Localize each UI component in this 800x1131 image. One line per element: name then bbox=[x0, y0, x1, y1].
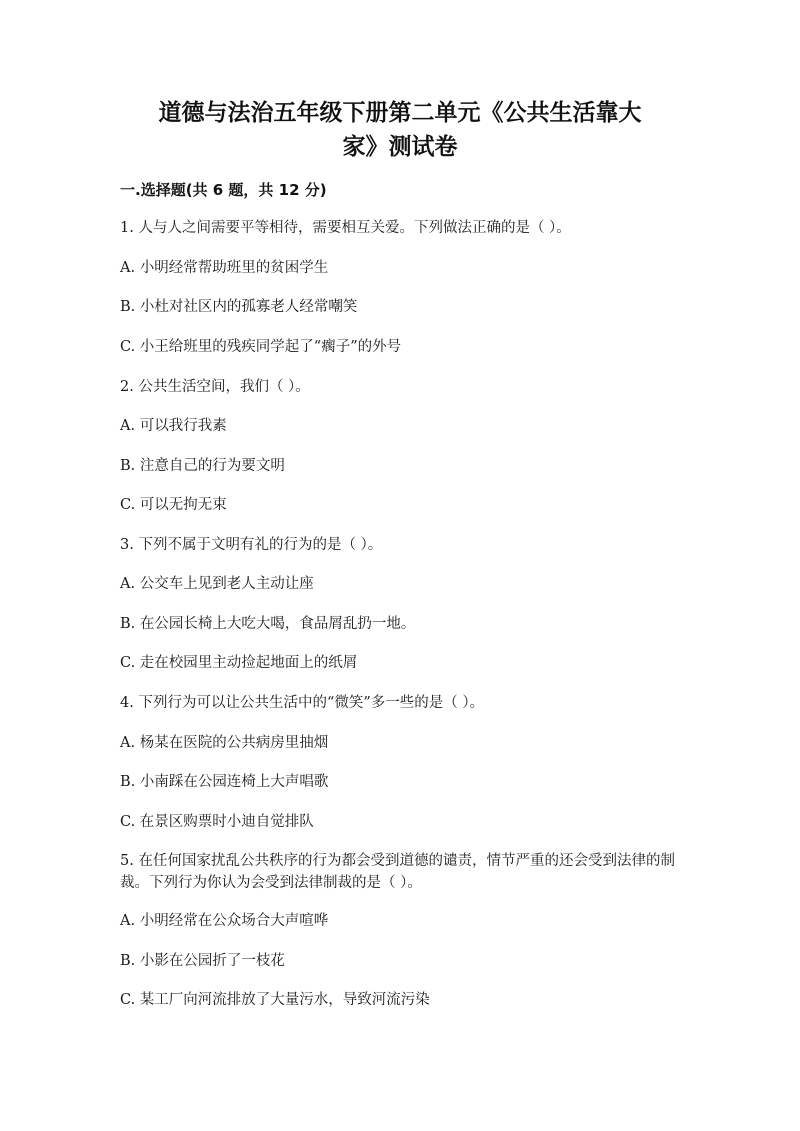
answer-option: C. 某工厂向河流排放了大量污水，导致河流污染 bbox=[120, 992, 430, 1008]
answer-option: A. 小明经常在公众场合大声喧哗 bbox=[120, 913, 329, 929]
answer-option: A. 杨某在医院的公共病房里抽烟 bbox=[120, 735, 329, 751]
answer-option: C. 小王给班里的残疾同学起了“瘸子”的外号 bbox=[120, 339, 402, 355]
answer-option: B. 注意自己的行为要文明 bbox=[120, 458, 285, 474]
answer-option: A. 小明经常帮助班里的贫困学生 bbox=[120, 260, 329, 276]
answer-option: B. 小影在公园折了一枝花 bbox=[120, 953, 285, 969]
section-heading: 一.选择题(共 6 题，共 12 分) bbox=[120, 181, 327, 199]
answer-option: C. 可以无拘无束 bbox=[120, 497, 227, 513]
question-stem: 2. 公共生活空间，我们（ ）。 bbox=[120, 379, 310, 395]
answer-option: B. 小杜对社区内的孤寡老人经常嘲笑 bbox=[120, 299, 358, 315]
answer-option: B. 在公园长椅上大吃大喝，食品屑乱扔一地。 bbox=[120, 616, 416, 632]
page-title-line-2: 家》测试卷 bbox=[342, 134, 458, 160]
page-title-line-1: 道德与法治五年级下册第二单元《公共生活靠大 bbox=[158, 100, 642, 126]
question-stem: 1. 人与人之间需要平等相待，需要相互关爱。下列做法正确的是（ ）。 bbox=[120, 220, 571, 236]
answer-option: C. 走在校园里主动捡起地面上的纸屑 bbox=[120, 655, 358, 671]
question-stem: 3. 下列不属于文明有礼的行为的是（ ）。 bbox=[120, 537, 383, 553]
answer-option: A. 公交车上见到老人主动让座 bbox=[120, 576, 314, 592]
answer-option: C. 在景区购票时小迪自觉排队 bbox=[120, 814, 314, 830]
question-stem: 4. 下列行为可以让公共生活中的“微笑”多一些的是（ ）。 bbox=[120, 695, 485, 711]
answer-option: B. 小南踩在公园连椅上大声唱歌 bbox=[120, 774, 329, 790]
question-stem: 5. 在任何国家扰乱公共秩序的行为都会受到道德的谴责，情节严重的还会受到法律的制裁。下列行为你认为会受到法律制裁的是（ ）。 bbox=[120, 853, 675, 891]
answer-option: A. 可以我行我素 bbox=[120, 418, 227, 434]
